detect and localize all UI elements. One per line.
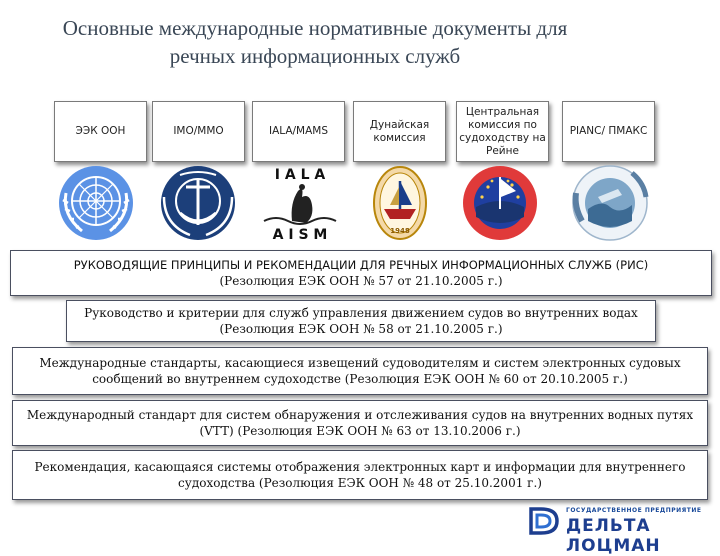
title-line-1: Основные международные нормативные документы для	[62, 16, 568, 40]
org-box-iala	[252, 101, 345, 162]
org-label: PIANC/ ПМАКС	[569, 125, 648, 137]
delta-lotsman-logo-icon	[527, 505, 563, 537]
document-title: РУКОВОДЯЩИЕ ПРИНЦИПЫ И РЕКОМЕНДАЦИИ ДЛЯ РЕЧНЫХ ИНФОРМАЦИОННЫХ СЛУЖБ (РИС)	[73, 258, 649, 272]
org-label: IMO/ММО	[173, 125, 224, 137]
danube-commission-emblem-icon	[352, 163, 448, 243]
document-resolution: сообщений во внутреннем судоходстве (Резолюция ЕЭК ООН № 60 от 20.10.2005 г.)	[92, 372, 628, 386]
title-line-2: речных информационных служб	[169, 44, 461, 68]
document-title: Международный стандарт для систем обнаружения и отслеживания судов на внутренних водных путях	[26, 408, 694, 422]
org-label: IALA/MAMS	[268, 125, 329, 137]
brand-name: ДЕЛЬТА ЛОЦМАН	[566, 516, 661, 556]
document-resolution: судоходства (Резолюция ЕЭК ООН № 48 от 25.10.2001 г.)	[178, 476, 542, 490]
slide-title	[0, 14, 660, 70]
danube-year-text: 1948	[390, 227, 410, 235]
org-box-unece	[54, 101, 147, 162]
document-title: Руководство и критерии для служб управления движением судов во внутренних водах	[84, 306, 638, 320]
org-box-ccnr	[456, 101, 549, 162]
org-label: ЭЭК ООН	[75, 125, 126, 137]
document-resolution: (Резолюция ЕЭК ООН № 57 от 21.10.2005 г.)	[219, 274, 503, 288]
document-panel-vtt	[12, 400, 708, 446]
org-box-pianc	[562, 101, 655, 162]
document-title: Рекомендация, касающаяся системы отображения электронных карт и информации для внутреннего	[34, 460, 686, 474]
org-label: Дунайская комиссия	[369, 118, 430, 144]
document-panel-notices	[12, 347, 708, 395]
un-emblem-icon	[48, 163, 144, 243]
document-panel-ris	[10, 250, 712, 296]
ccnr-emblem-icon	[452, 163, 548, 243]
org-box-imo	[152, 101, 245, 162]
document-resolution: (VTT) (Резолюция ЕЭК ООН № 63 от 13.10.2006 г.)	[199, 424, 521, 438]
document-resolution: (Резолюция ЕЭК ООН № 58 от 21.10.2005 г.)	[219, 322, 503, 336]
imo-emblem-icon	[150, 163, 246, 243]
iala-bottom-text: A I S M	[272, 227, 328, 243]
document-panel-vts	[66, 300, 656, 342]
iala-logo-icon	[252, 163, 348, 243]
iala-top-text: I A L A	[274, 167, 326, 183]
pianc-emblem-icon	[562, 163, 658, 243]
brand-subtitle: ГОСУДАРСТВЕННОЕ ПРЕДПРИЯТИЕ	[566, 507, 702, 514]
org-box-danube	[353, 101, 446, 162]
document-title: Международные стандарты, касающиеся извещений судоводителям и систем электронных судовых	[39, 356, 681, 370]
org-label: Центральная комиссия по судоходству на Рейне	[459, 105, 546, 157]
document-panel-ecdis	[12, 450, 708, 500]
